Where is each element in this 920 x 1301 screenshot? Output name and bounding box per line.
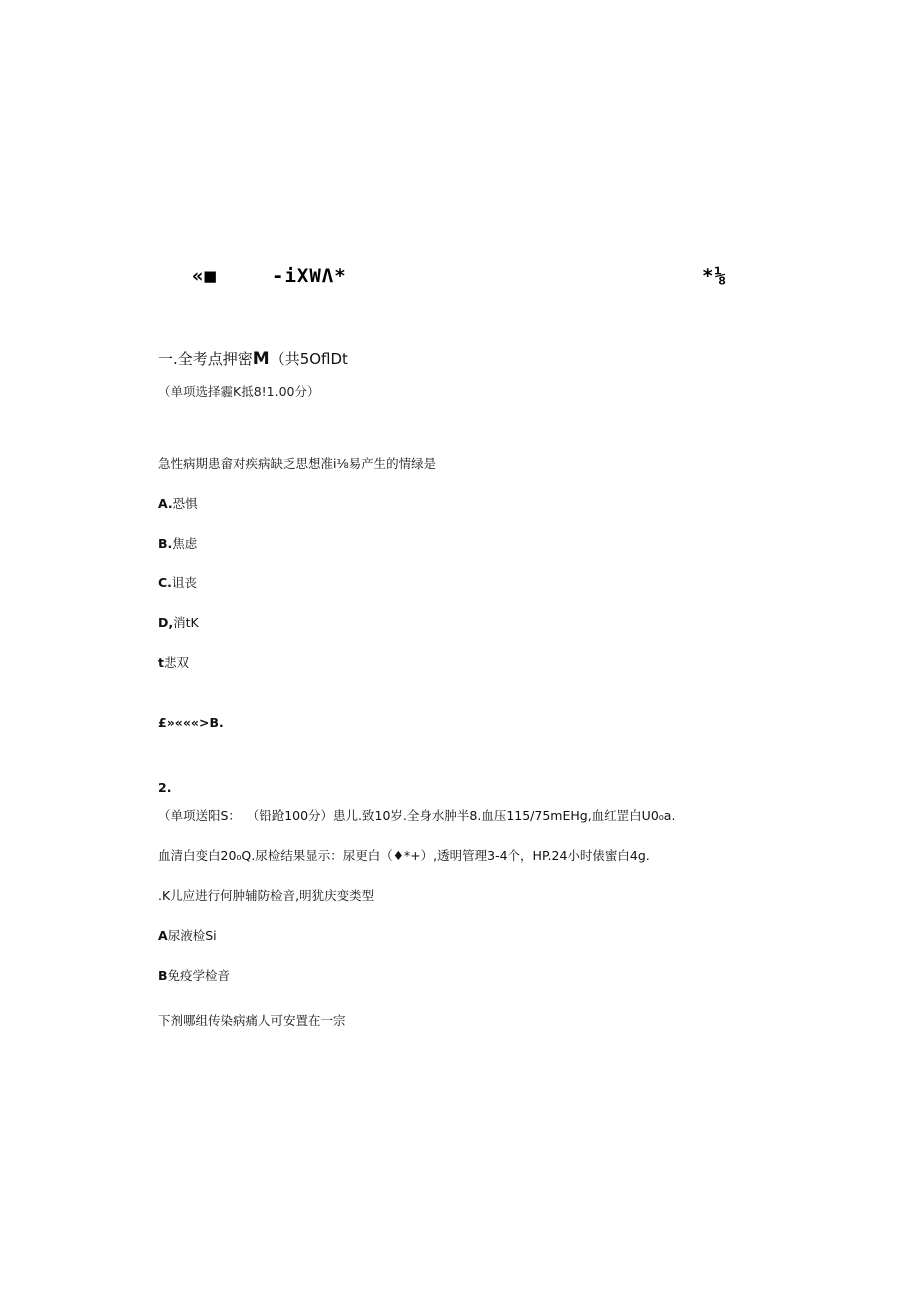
question3-stem: 下剂哪组传染病痛人可安置在一宗 [158, 1013, 346, 1028]
option-key: A [158, 928, 168, 943]
section-note: （单项选择霾K抵8!1.00分） [158, 384, 320, 399]
option-text: 悲双 [163, 655, 189, 670]
question1-stem: 急性病期患畲对疾病缺乏思想准i⅛易产生的情绿是 [158, 456, 437, 471]
question1-option-d [158, 613, 199, 631]
question2-stem-part1: （铅跄100分）患儿.致10岁.全身水肿半8.血压115/75mEHg,血红罡白U0₀a. [252, 808, 676, 823]
question1-option-b [158, 534, 197, 552]
option-text: 尿液检Si [167, 928, 217, 943]
question1-option-e [158, 653, 189, 671]
question1-option-c [158, 573, 197, 591]
question2-type: （单项送阳S： [158, 808, 241, 823]
header-right-mark: *⅛ [702, 265, 727, 287]
section-title-suffix: （共5OflDt [269, 350, 348, 368]
section-title-mark: M [252, 349, 270, 369]
option-key: B [158, 968, 168, 983]
section-title [158, 348, 348, 369]
option-text: 焦虑 [172, 536, 198, 551]
header-center-mark: -iXWΛ* [272, 265, 347, 287]
question1-answer: £»«««>B. [158, 715, 224, 730]
option-text: 免疫学检音 [167, 968, 231, 983]
question2-line2: 血清白变白20₀Q.尿检结果显示：尿更白（♦*+）,透明管理3-4个，HP.24小时俵蜜白4g. [158, 848, 650, 863]
option-text: 诅丧 [171, 575, 197, 590]
option-text: 消tK [173, 615, 199, 630]
section-title-prefix: 一.全考点押密 [158, 350, 253, 368]
question2-number: 2. [158, 780, 172, 795]
question1-option-a [158, 494, 198, 512]
option-text: 恐惧 [172, 496, 198, 511]
option-key: D, [158, 615, 174, 630]
question2-line3: .K儿应进行何肿辅防检音,明犹庆变类型 [158, 888, 375, 903]
option-key: A. [158, 496, 173, 511]
question2-option-a [158, 926, 217, 944]
header-left-mark: «■ [192, 265, 217, 287]
option-key: B. [158, 536, 173, 551]
question2-option-b [158, 966, 230, 984]
question2-line1 [158, 806, 675, 824]
option-key: C. [158, 575, 172, 590]
option-key: t [158, 655, 164, 670]
